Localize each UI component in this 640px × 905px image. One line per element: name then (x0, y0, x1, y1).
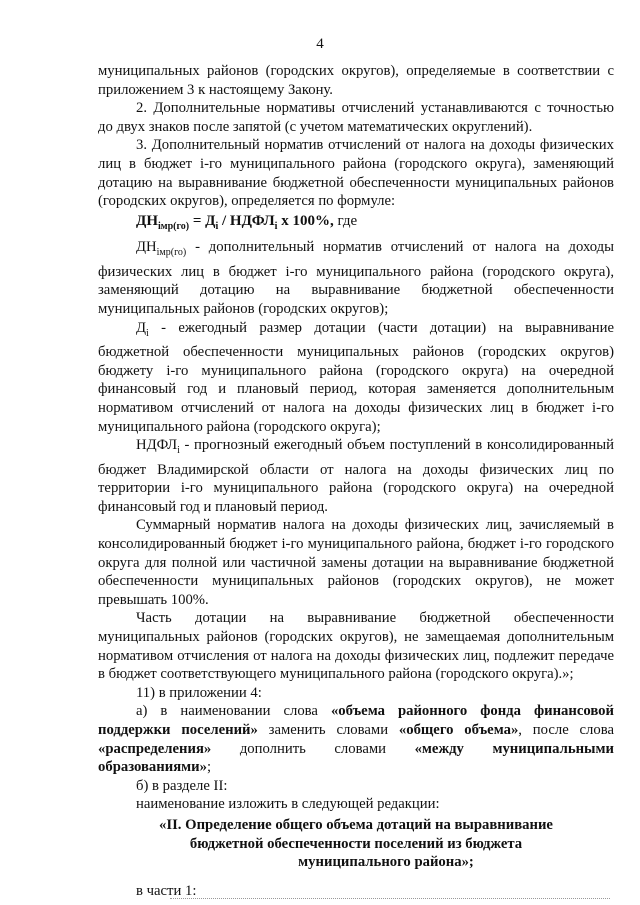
definition-d: $Д_i$ - ежегодный размер дотации (части дотации) на выравнивание бюджетной обеспеченности муниципальных районов (городских округов) бюджету i-го муниципального района (городского округа) на очередной финансовый год и плановый период, которая заменяется дополнительным нормативом отчислений от налога на доходы физических лиц в бюджет i-го муниципального района (городского округа); (98, 319, 614, 435)
formula: $ДН_{iмр(го)} = Д_i$ / $НДФЛ_i$ x 100%, где (136, 212, 358, 232)
item-part-1: в части 1: (136, 882, 197, 899)
definition-dn: $ДН_{iмр(го)}$ - дополнительный норматив отчислений от налога на доходы физических лиц в бюджет i-го муниципального района (городского округа), заменяющий дотацию на выравнивание бюджетной обеспеченности муниципальных районов (городских округов); (98, 239, 614, 318)
paragraph-subsidy-part: Часть дотации на выравнивание бюджетной обеспеченности муниципальных районов (городских округов), не замещаемая дополнительным нормативом отчисления от налога на доходы физических лиц, подлежит передаче в бюджет соответствующего муниципального района (городского округа).»; (98, 610, 614, 683)
paragraph-continuation: муниципальных районов (городских округов), определяемые в соответствии с приложением 3 к настоящему Закону. (98, 63, 614, 98)
paragraph-3: 3. Дополнительный норматив отчислений от налога на доходы физических лиц в бюджет i-го муниципального района (городского округа), заменяющий дотацию на выравнивание бюджетной обеспеченности муниципальных районов (городских округов), определяется по формуле: (98, 137, 614, 210)
item-b-text: наименование изложить в следующей редакции: (136, 796, 440, 813)
section-title-line-2: бюджетной обеспеченности поселений из бюджета (189, 835, 523, 852)
definition-ndfl: $НДФЛ_i$ - прогнозный ежегодный объем поступлений в консолидированный бюджет Владимирской области от налога на доходы физических лиц по территории i-го муниципального района (городского округа) на очередной финансовый год и плановый период. (98, 437, 614, 515)
paragraph-total-norm: Суммарный норматив налога на доходы физических лиц, зачисляемый в консолидированный бюджет i-го муниципального района, бюджет i-го городского округа для полной или частичной замены дотации на выравнивание бюджетной обеспеченности муниципальных районов (городских округов), не может превышать 100%. (98, 517, 614, 608)
footer-divider (170, 898, 610, 899)
item-a: а) в наименовании слова «объема районного фонда финансовой поддержки поселений» заменить словами «общего объема», после слова «распределения» дополнить словами «между муниципальными образованиями»; (98, 703, 614, 776)
section-title-line-3: муниципального района»; (298, 854, 474, 871)
paragraph-2: 2. Дополнительные нормативы отчислений устанавливаются с точностью до двух знаков после запятой (с учетом математических округлений). (98, 100, 614, 135)
document-body (98, 62, 614, 900)
item-11: 11) в приложении 4: (136, 684, 262, 701)
section-title-line-1: «II. Определение общего объема дотаций на выравнивание (159, 816, 553, 833)
page-number: 4 (316, 36, 324, 52)
item-b: б) в разделе II: (136, 777, 228, 794)
